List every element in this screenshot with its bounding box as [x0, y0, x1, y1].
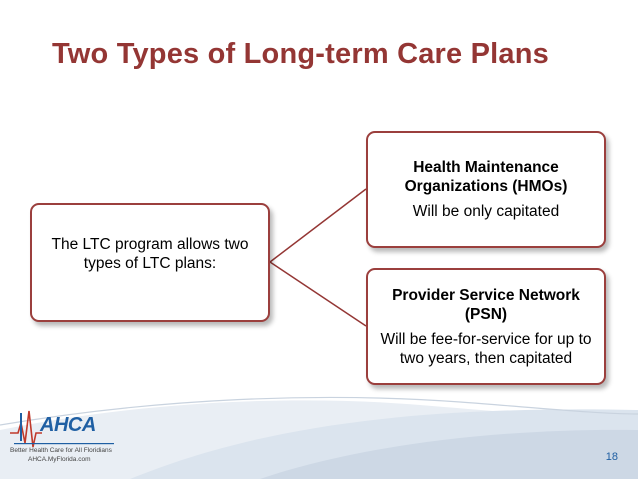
psn-heading: Provider Service Network (PSN) [392, 286, 580, 323]
page-number: 18 [605, 451, 618, 463]
logo-tagline: Better Health Care for All Floridians [10, 447, 112, 454]
hmo-detail: Will be only capitated [412, 203, 560, 220]
hmo-heading: Health Maintenance Organizations (HMOs) [404, 159, 568, 195]
psn-detail: Will be fee-for-service for up to two years, then capitated [380, 330, 592, 367]
logo-bar [20, 413, 22, 441]
hmo-node [366, 131, 606, 248]
connector-to-hmo [270, 189, 366, 262]
logo-wordmark: AHCA [40, 414, 96, 436]
heartbeat-icon [10, 411, 42, 447]
root-node-text: The LTC program allows two types of LTC plans: [51, 235, 249, 272]
logo-underline [14, 443, 114, 444]
psn-node [366, 268, 606, 385]
logo-url: AHCA.MyFlorida.com [28, 456, 91, 463]
root-node [30, 203, 270, 322]
slide-title: Two Types of Long-term Care Plans [52, 38, 549, 70]
connector-to-psn [270, 262, 366, 326]
